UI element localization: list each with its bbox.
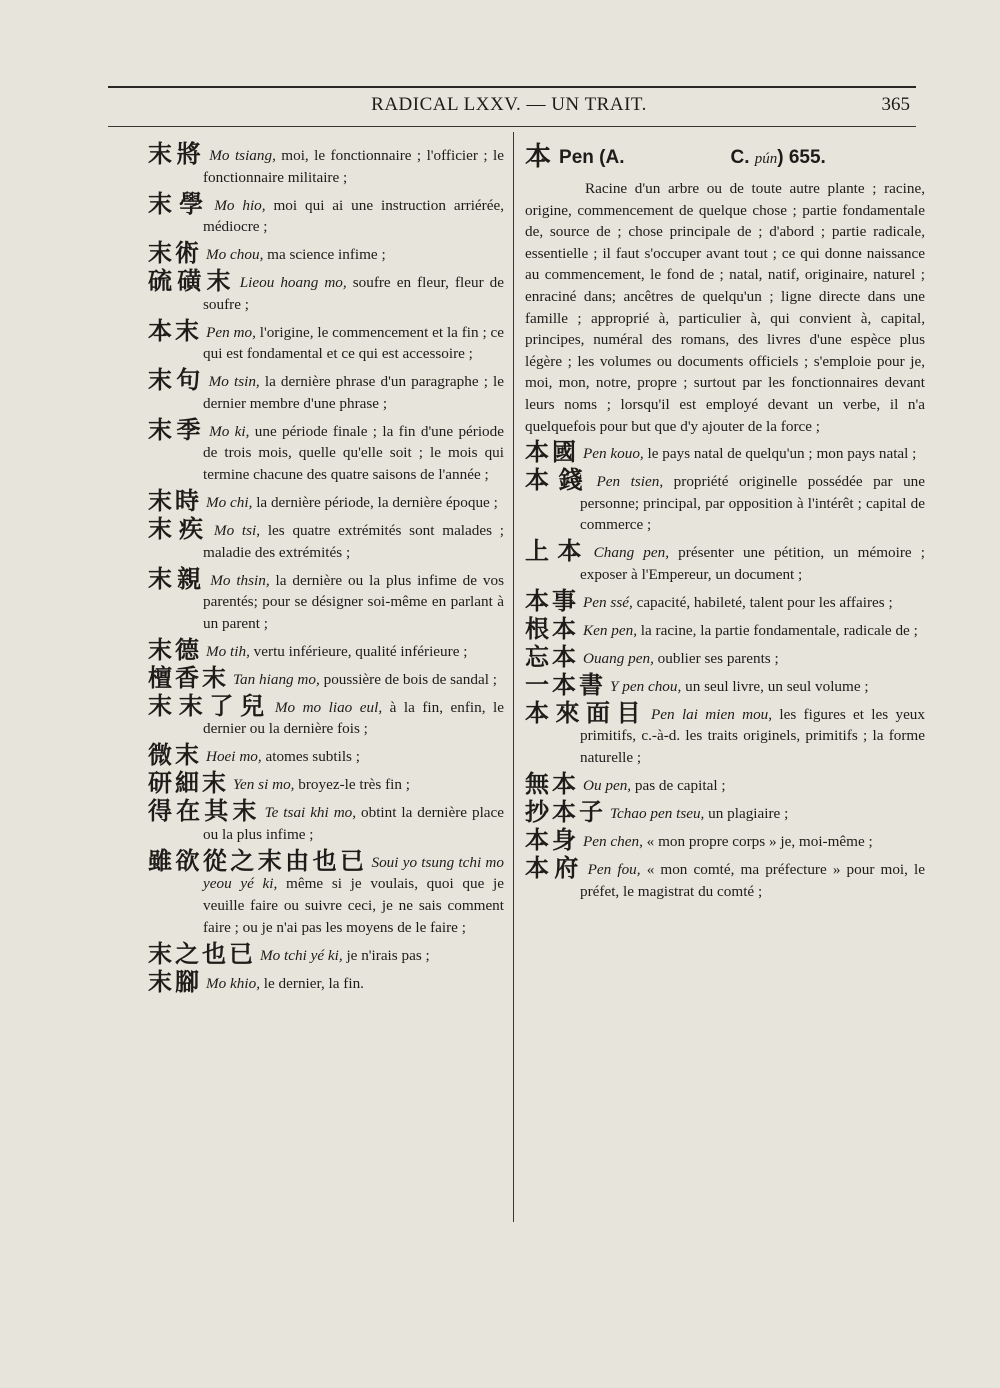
entry-definition: capacité, habileté, talent pour les affaires ; — [632, 593, 893, 611]
entry-definition: la racine, la partie fondamentale, radicale de ; — [637, 621, 918, 639]
entry-romanization: Lieou hoang mo, — [239, 274, 347, 292]
dictionary-entry — [148, 769, 504, 798]
entry-characters: 忘本 — [525, 642, 579, 671]
running-title: RADICAL LXXV. — UN TRAIT. — [371, 94, 647, 115]
dictionary-entry — [148, 515, 504, 563]
entry-characters: 一本書 — [525, 670, 606, 699]
entry-definition: moi qui ai une instruction arriérée, médiocre ; — [203, 196, 505, 236]
entry-romanization: Mo tih, — [206, 642, 250, 660]
entry-definition: je n'irais pas ; — [342, 946, 430, 964]
dictionary-entry — [525, 797, 925, 826]
entry-romanization: Mo hio, — [214, 196, 266, 214]
dictionary-entry — [148, 415, 504, 486]
left-column — [148, 140, 505, 1000]
entry-characters: 末將 — [148, 140, 206, 168]
entry-definition: un plagiaire ; — [704, 804, 789, 822]
entry-romanization: Mo tsin, — [208, 373, 260, 391]
right-column — [525, 144, 925, 908]
entry-characters: 雖欲從之末由也已 — [148, 846, 368, 875]
entry-romanization: Pen kouo, — [583, 445, 644, 463]
entry-romanization: Mo chou, — [206, 246, 264, 264]
entry-romanization: Yen si mo, — [233, 776, 295, 794]
dictionary-entry — [525, 537, 926, 585]
entry-romanization: Soui yo tsung tchi mo yeou yé ki, — [203, 853, 504, 893]
entry-definition: présenter une pétition, un mémoire ; exposer à l'Empereur, un document ; — [580, 544, 926, 583]
entry-definition: la dernière ou la plus infime de vos parentés; pour se désigner soi-même en parlant à un parent ; — [203, 571, 504, 632]
entry-romanization: Hoei mo, — [206, 748, 262, 766]
entry-definition: atomes subtils ; — [261, 748, 360, 766]
dictionary-entry — [148, 316, 504, 365]
dictionary-entry — [525, 642, 925, 671]
dictionary-entry — [525, 586, 925, 615]
entry-romanization: Mo thsin, — [210, 571, 270, 589]
entry-definition: poussière de bois de sandal ; — [319, 670, 497, 688]
entry-definition: pas de capital ; — [631, 776, 726, 794]
dictionary-entry — [525, 438, 925, 467]
entry-romanization: Tan hiang mo, — [233, 670, 320, 688]
entry-definition: l'origine, le commencement et la fin ; ce qui est fondamental et ce qui est accessoire ; — [203, 323, 504, 363]
radical-head-entry — [525, 144, 925, 172]
entry-definition: les quatre extrémités sont malades ; maladie des extrémités ; — [203, 522, 504, 561]
header-rule — [108, 126, 916, 127]
entry-romanization: Ou pen, — [583, 776, 632, 794]
entry-romanization: Mo chi, — [206, 494, 253, 512]
entry-romanization: Y pen chou, — [610, 677, 682, 695]
entry-characters: 本末 — [148, 316, 203, 345]
entry-romanization: Chang pen, — [593, 544, 670, 562]
entry-romanization: Pen tsien, — [596, 473, 664, 491]
entry-definition: la dernière période, la dernière époque ; — [252, 494, 498, 512]
entry-characters: 本事 — [525, 586, 579, 615]
entry-definition: moi, le fonctionnaire ; l'officier ; le fonctionnaire militaire ; — [203, 147, 504, 186]
head-definition: Racine d'un arbre ou de toute autre plante ; racine, origine, commencement de quelque chose ; partie fondamentale de, source de ; chose principale de ; d'abord ; partie radicale, essentielle ; il faut s'occuper avant tout ; ce qui donne naissance au commencement, le fond de ; natal, natif, originaire, naturel ; enraciné dans; ancêtres de quelqu'un ; ligne directe dans une famille ; approprié à, particulier à, qui convient à, capital, principes, numéral des romans, des livres d'une espèce plus légère ; les volumes ou documents officiels ; s'emploie pour je, moi, mon, notre, propre ; surtout par les fonctionnaires devant leurs noms ; lorsqu'il est employé devant un verbe, il n'a quelquefois pour but que d'y ajouter de la force ; — [525, 180, 925, 435]
entry-characters: 硫磺末 — [148, 267, 236, 296]
entry-romanization: Mo mo liao eul, — [274, 698, 383, 716]
entry-characters: 上本 — [525, 537, 590, 566]
entry-characters: 本國 — [525, 438, 579, 467]
entry-romanization: Ken pen, — [583, 621, 637, 639]
entry-characters: 末句 — [148, 366, 205, 395]
entry-characters: 檀香末 — [148, 663, 229, 692]
entry-romanization: Pen ssé, — [583, 593, 633, 611]
entry-definition: ma science infime ; — [263, 246, 386, 264]
entry-characters: 本錢 — [525, 466, 593, 495]
entry-romanization: Pen chen, — [583, 832, 643, 850]
entry-definition: la dernière phrase d'un paragraphe ; le dernier membre d'une phrase ; — [203, 373, 504, 412]
dictionary-entry — [148, 691, 504, 740]
entry-characters: 末疾 — [148, 515, 210, 544]
entry-characters: 末末了兒 — [148, 691, 271, 720]
entry-romanization: Pen fou, — [587, 860, 641, 878]
entry-romanization: Mo tsiang, — [209, 147, 276, 164]
right-entries — [525, 438, 926, 902]
entry-characters: 微末 — [148, 741, 202, 770]
entry-definition: une période finale ; la fin d'une période de trois mois, quelle qu'elle soit ; le mois qui termine chacune des quatre saisons de l'année ; — [203, 422, 504, 484]
entry-definition: à la fin, enfin, le dernier ou la dernière fois ; — [203, 698, 504, 738]
dictionary-entry — [148, 741, 504, 770]
entry-characters: 末親 — [148, 564, 207, 593]
entry-romanization: Pen mo, — [206, 323, 256, 341]
dictionary-entry — [525, 825, 925, 854]
entry-definition: le dernier, la fin. — [260, 974, 364, 992]
entry-characters: 末之也已 — [148, 939, 256, 968]
dictionary-entry — [148, 487, 504, 516]
dictionary-entry — [525, 466, 926, 536]
dictionary-entry — [525, 614, 925, 643]
dictionary-entry — [148, 564, 504, 635]
head-character: 本 — [525, 142, 552, 172]
entry-characters: 末術 — [148, 239, 202, 268]
entry-definition: soufre en fleur, fleur de soufre ; — [203, 274, 504, 313]
head-cantonese-label: C. — [730, 147, 750, 168]
entry-characters: 得在其末 — [148, 797, 261, 826]
dictionary-entry — [525, 698, 925, 769]
entry-definition: broyez-le très fin ; — [294, 776, 411, 794]
dictionary-entry — [525, 769, 925, 798]
top-rule — [108, 86, 916, 88]
entry-definition: le pays natal de quelqu'un ; mon pays natal ; — [643, 445, 917, 463]
dictionary-entry — [148, 267, 504, 315]
entry-definition: même si je voulais, quoi que je veuille faire ou suivre ceci, je ne sais comment faire ; ou je n'ai pas les moyens de le faire ; — [203, 875, 504, 936]
entry-characters: 研細末 — [148, 769, 229, 798]
dictionary-entry — [148, 635, 504, 664]
entry-characters: 根本 — [525, 614, 579, 643]
entry-characters: 末時 — [148, 487, 202, 516]
dictionary-entry — [148, 663, 504, 692]
entry-romanization: Mo tchi yé ki, — [260, 946, 343, 964]
dictionary-entry — [148, 239, 504, 268]
entry-romanization: Mo khio, — [206, 974, 260, 992]
dictionary-entry — [148, 939, 504, 968]
entry-characters: 末腳 — [148, 967, 202, 996]
entry-characters: 本府 — [525, 853, 584, 882]
entry-romanization: Pen lai mien mou, — [651, 705, 773, 723]
entry-definition: « mon propre corps » je, moi-même ; — [642, 832, 873, 850]
entry-definition: un seul livre, un seul volume ; — [681, 677, 869, 695]
entry-definition: « mon comté, ma préfecture » pour moi, le préfet, le magistrat du comté ; — [580, 860, 926, 900]
entry-characters: 末學 — [148, 189, 211, 218]
dictionary-entry — [148, 967, 504, 996]
entry-characters: 末德 — [148, 635, 202, 664]
head-cantonese-reading: pún — [754, 151, 778, 167]
entry-romanization: Mo tsi, — [213, 522, 261, 540]
column-divider — [513, 132, 514, 1222]
entry-definition: oublier ses parents ; — [653, 649, 779, 667]
entry-romanization: Ouang pen, — [583, 649, 654, 667]
page-number: 365 — [881, 94, 910, 115]
entry-definition: obtint la dernière place ou la plus infime ; — [203, 804, 505, 843]
entry-characters: 無本 — [525, 769, 579, 798]
entry-characters: 末季 — [148, 415, 206, 444]
head-number: ) 655. — [777, 147, 826, 168]
head-romanization: Pen (A. — [559, 147, 625, 168]
entry-romanization: Te tsai khi mo, — [264, 804, 357, 822]
page-header — [108, 94, 910, 122]
dictionary-entry — [148, 846, 504, 938]
dictionary-entry — [148, 797, 505, 845]
entry-characters: 本身 — [525, 825, 579, 854]
entry-characters: 抄本子 — [525, 797, 606, 826]
dictionary-entry — [148, 189, 505, 238]
dictionary-entry — [525, 670, 925, 699]
dictionary-entry — [148, 366, 504, 414]
dictionary-entry — [525, 853, 926, 902]
entry-romanization: Tchao pen tseu, — [610, 804, 705, 822]
dictionary-entry — [148, 140, 504, 188]
entry-definition: vertu inférieure, qualité inférieure ; — [249, 642, 468, 660]
entry-romanization: Mo ki, — [209, 422, 250, 440]
entry-definition: propriété originelle possédée par une personne; principal, par opposition à l'intérêt ; capital de commerce ; — [580, 473, 926, 534]
entry-characters: 本來面目 — [525, 698, 648, 727]
entry-definition: les figures et les yeux primitifs, c.-à-d. les traits originels, primitifs ; la forme naturelle ; — [580, 705, 925, 766]
